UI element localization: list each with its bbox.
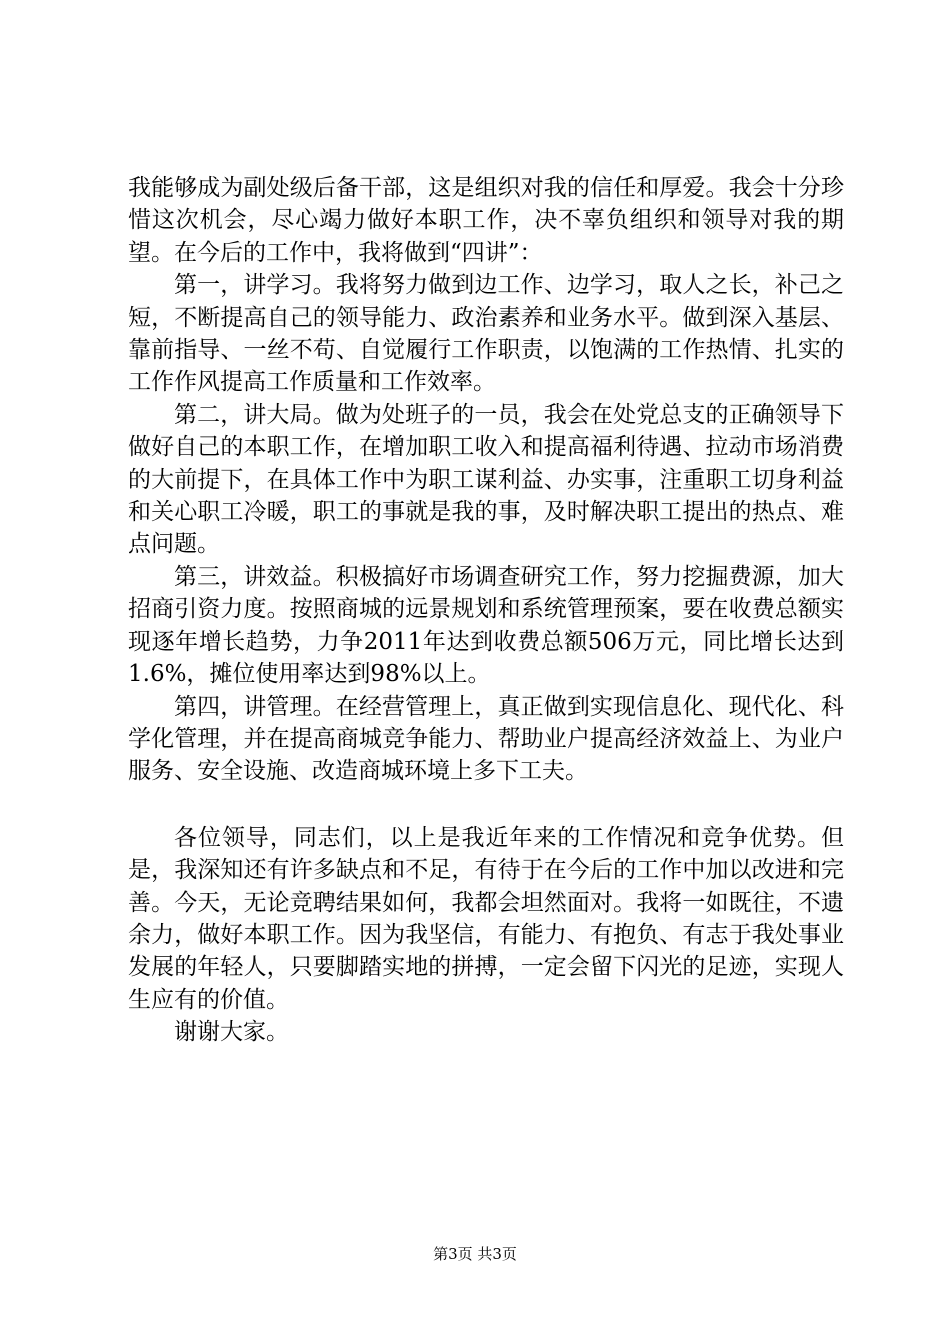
paragraph-first-point: 第一，讲学习。我将努力做到边工作、边学习，取人之长，补己之短，不断提高自己的领导能力、政治素养和业务水平。做到深入基层、靠前指导、一丝不苟、自觉履行工作职责，以饱满的工作热情、扎实的工作作风提高工作质量和工作效率。	[128, 272, 844, 396]
document-body	[128, 172, 844, 1049]
paragraph-fourth-point: 第四，讲管理。在经营管理上，真正做到实现信息化、现代化、科学化管理，并在提高商城竞争能力、帮助业户提高经济效益上、为业户服务、安全设施、改造商城环境上多下工夫。	[128, 693, 844, 785]
paragraph-third-point: 第三，讲效益。积极搞好市场调查研究工作，努力挖掘费源，加大招商引资力度。按照商城的远景规划和系统管理预案，要在收费总额实现逐年增长趋势，力争2011年达到收费总额506万元，同比增长达到1.6%，摊位使用率达到98%以上。	[128, 563, 844, 688]
paragraph-second-point: 第二，讲大局。做为处班子的一员，我会在处党总支的正确领导下做好自己的本职工作，在增加职工收入和提高福利待遇、拉动市场消费的大前提下，在具体工作中为职工谋利益、办实事，注重职工切身利益和关心职工冷暖，职工的事就是我的事，及时解决职工提出的热点、难点问题。	[128, 401, 844, 558]
page-number-footer: 第3页 共3页	[433, 1245, 517, 1263]
paragraph-spacer	[128, 788, 844, 822]
paragraph-intro: 我能够成为副处级后备干部，这是组织对我的信任和厚爱。我会十分珍惜这次机会，尽心竭力做好本职工作，决不辜负组织和领导对我的期望。在今后的工作中，我将做到“四讲”：	[128, 175, 844, 266]
paragraph-closing: 各位领导，同志们，以上是我近年来的工作情况和竞争优势。但是，我深知还有许多缺点和不足，有待于在今后的工作中加以改进和完善。今天，无论竞聘结果如何，我都会坦然面对。我将一如既往，不遗余力，做好本职工作。因为我坚信，有能力、有抱负、有志于我处事业发展的年轻人，只要脚踏实地的拼搏，一定会留下闪光的足迹，实现人生应有的价值。	[128, 824, 844, 1013]
paragraph-thanks: 谢谢大家。	[174, 1019, 289, 1046]
